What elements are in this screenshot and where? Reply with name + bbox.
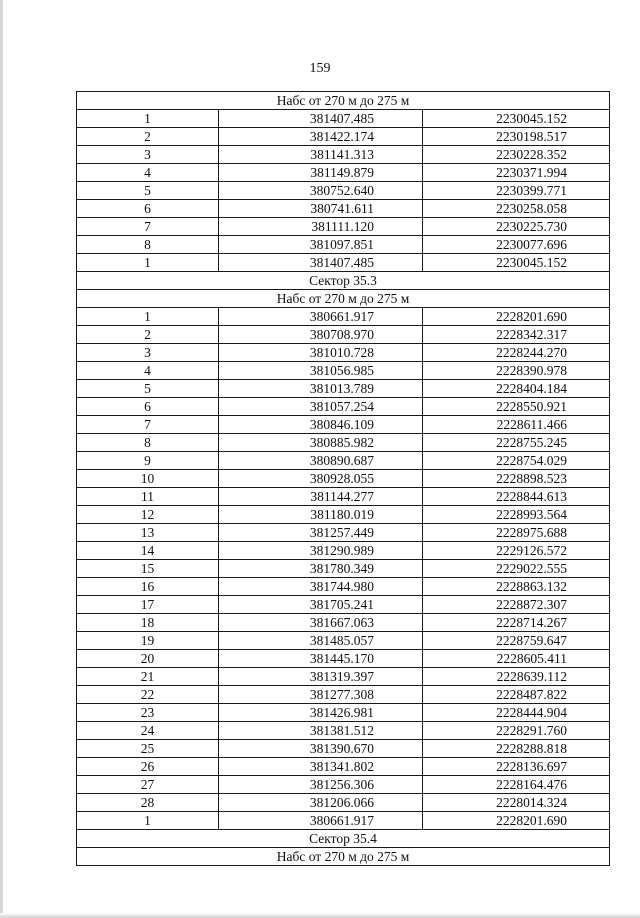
table-row (77, 524, 610, 542)
y-coordinate-cell: 2228975.688 (423, 524, 610, 542)
x-coordinate-cell: 381426.981 (219, 704, 423, 722)
table-row (77, 686, 610, 704)
point-number-cell: 17 (77, 596, 219, 614)
section-header-row (77, 92, 610, 110)
table-row (77, 164, 610, 182)
y-coordinate-cell: 2228487.822 (423, 686, 610, 704)
y-coordinate-cell: 2230045.152 (423, 110, 610, 128)
y-coordinate-cell: 2228291.760 (423, 722, 610, 740)
y-coordinate-cell: 2230371.994 (423, 164, 610, 182)
y-coordinate-cell: 2228404.184 (423, 380, 610, 398)
x-coordinate-cell: 381097.851 (219, 236, 423, 254)
point-number-cell: 1 (77, 110, 219, 128)
point-number-cell: 27 (77, 776, 219, 794)
section-header-row (77, 290, 610, 308)
y-coordinate-cell: 2229126.572 (423, 542, 610, 560)
point-number-cell: 7 (77, 218, 219, 236)
point-number-cell: 6 (77, 398, 219, 416)
y-coordinate-cell: 2230198.517 (423, 128, 610, 146)
y-coordinate-cell: 2228872.307 (423, 596, 610, 614)
point-number-cell: 19 (77, 632, 219, 650)
table-row (77, 200, 610, 218)
table-row (77, 128, 610, 146)
table-row (77, 344, 610, 362)
y-coordinate-cell: 2228014.324 (423, 794, 610, 812)
point-number-cell: 20 (77, 650, 219, 668)
table-row (77, 236, 610, 254)
x-coordinate-cell: 381780.349 (219, 560, 423, 578)
table-row (77, 110, 610, 128)
x-coordinate-cell: 381256.306 (219, 776, 423, 794)
point-number-cell: 24 (77, 722, 219, 740)
height-range-title: Набс от 270 м до 275 м (77, 848, 610, 866)
x-coordinate-cell: 381180.019 (219, 506, 423, 524)
table-row (77, 488, 610, 506)
y-coordinate-cell: 2228759.647 (423, 632, 610, 650)
table-row (77, 506, 610, 524)
y-coordinate-cell: 2228201.690 (423, 812, 610, 830)
point-number-cell: 8 (77, 434, 219, 452)
table-row (77, 560, 610, 578)
y-coordinate-cell: 2228993.564 (423, 506, 610, 524)
y-coordinate-cell: 2228201.690 (423, 308, 610, 326)
x-coordinate-cell: 381206.066 (219, 794, 423, 812)
x-coordinate-cell: 381277.308 (219, 686, 423, 704)
x-coordinate-cell: 381290.989 (219, 542, 423, 560)
x-coordinate-cell: 381705.241 (219, 596, 423, 614)
point-number-cell: 1 (77, 308, 219, 326)
y-coordinate-cell: 2230258.058 (423, 200, 610, 218)
point-number-cell: 13 (77, 524, 219, 542)
height-range-title: Набс от 270 м до 275 м (77, 290, 610, 308)
x-coordinate-cell: 381744.980 (219, 578, 423, 596)
coordinates-table (76, 91, 610, 866)
y-coordinate-cell: 2229022.555 (423, 560, 610, 578)
table-row (77, 740, 610, 758)
y-coordinate-cell: 2230077.696 (423, 236, 610, 254)
y-coordinate-cell: 2228244.270 (423, 344, 610, 362)
x-coordinate-cell: 380890.687 (219, 452, 423, 470)
point-number-cell: 12 (77, 506, 219, 524)
x-coordinate-cell: 380661.917 (219, 812, 423, 830)
x-coordinate-cell: 380885.982 (219, 434, 423, 452)
scan-edge-bottom (0, 913, 640, 918)
table-row (77, 146, 610, 164)
table-row (77, 650, 610, 668)
x-coordinate-cell: 380928.055 (219, 470, 423, 488)
y-coordinate-cell: 2228755.245 (423, 434, 610, 452)
x-coordinate-cell: 381111.120 (219, 218, 423, 236)
x-coordinate-cell: 381056.985 (219, 362, 423, 380)
x-coordinate-cell: 381445.170 (219, 650, 423, 668)
x-coordinate-cell: 381407.485 (219, 110, 423, 128)
point-number-cell: 25 (77, 740, 219, 758)
table-row (77, 668, 610, 686)
y-coordinate-cell: 2228136.697 (423, 758, 610, 776)
point-number-cell: 3 (77, 146, 219, 164)
y-coordinate-cell: 2228342.317 (423, 326, 610, 344)
x-coordinate-cell: 381057.254 (219, 398, 423, 416)
y-coordinate-cell: 2228550.921 (423, 398, 610, 416)
y-coordinate-cell: 2228754.029 (423, 452, 610, 470)
x-coordinate-cell: 380741.611 (219, 200, 423, 218)
y-coordinate-cell: 2228605.411 (423, 650, 610, 668)
x-coordinate-cell: 381257.449 (219, 524, 423, 542)
table-row (77, 542, 610, 560)
table-row (77, 416, 610, 434)
table-row (77, 470, 610, 488)
table-row (77, 704, 610, 722)
x-coordinate-cell: 381390.670 (219, 740, 423, 758)
x-coordinate-cell: 381013.789 (219, 380, 423, 398)
x-coordinate-cell: 380661.917 (219, 308, 423, 326)
point-number-cell: 10 (77, 470, 219, 488)
y-coordinate-cell: 2228639.112 (423, 668, 610, 686)
x-coordinate-cell: 381319.397 (219, 668, 423, 686)
y-coordinate-cell: 2230225.730 (423, 218, 610, 236)
y-coordinate-cell: 2230228.352 (423, 146, 610, 164)
point-number-cell: 28 (77, 794, 219, 812)
y-coordinate-cell: 2228164.476 (423, 776, 610, 794)
table-row (77, 596, 610, 614)
point-number-cell: 18 (77, 614, 219, 632)
scan-edge-left (0, 0, 3, 918)
y-coordinate-cell: 2228714.267 (423, 614, 610, 632)
y-coordinate-cell: 2228288.818 (423, 740, 610, 758)
point-number-cell: 15 (77, 560, 219, 578)
point-number-cell: 3 (77, 344, 219, 362)
table-row (77, 218, 610, 236)
point-number-cell: 16 (77, 578, 219, 596)
table-row (77, 182, 610, 200)
y-coordinate-cell: 2230045.152 (423, 254, 610, 272)
x-coordinate-cell: 381485.057 (219, 632, 423, 650)
table-row (77, 434, 610, 452)
point-number-cell: 5 (77, 182, 219, 200)
point-number-cell: 7 (77, 416, 219, 434)
coordinates-table-body (77, 92, 610, 866)
y-coordinate-cell: 2228863.132 (423, 578, 610, 596)
y-coordinate-cell: 2228390.978 (423, 362, 610, 380)
point-number-cell: 4 (77, 164, 219, 182)
point-number-cell: 9 (77, 452, 219, 470)
point-number-cell: 11 (77, 488, 219, 506)
x-coordinate-cell: 381667.063 (219, 614, 423, 632)
x-coordinate-cell: 381144.277 (219, 488, 423, 506)
table-row (77, 452, 610, 470)
table-row (77, 722, 610, 740)
y-coordinate-cell: 2228898.523 (423, 470, 610, 488)
point-number-cell: 8 (77, 236, 219, 254)
x-coordinate-cell: 381141.313 (219, 146, 423, 164)
x-coordinate-cell: 381381.512 (219, 722, 423, 740)
y-coordinate-cell: 2230399.771 (423, 182, 610, 200)
table-row (77, 794, 610, 812)
point-number-cell: 1 (77, 812, 219, 830)
table-row (77, 254, 610, 272)
point-number-cell: 21 (77, 668, 219, 686)
table-row (77, 398, 610, 416)
point-number-cell: 6 (77, 200, 219, 218)
table-row (77, 812, 610, 830)
table-row (77, 776, 610, 794)
height-range-title: Набс от 270 м до 275 м (77, 92, 610, 110)
table-row (77, 326, 610, 344)
table-row (77, 380, 610, 398)
point-number-cell: 2 (77, 128, 219, 146)
x-coordinate-cell: 380752.640 (219, 182, 423, 200)
table-row (77, 758, 610, 776)
x-coordinate-cell: 381149.879 (219, 164, 423, 182)
point-number-cell: 23 (77, 704, 219, 722)
x-coordinate-cell: 381422.174 (219, 128, 423, 146)
table-row (77, 632, 610, 650)
table-row (77, 308, 610, 326)
x-coordinate-cell: 381341.802 (219, 758, 423, 776)
x-coordinate-cell: 381407.485 (219, 254, 423, 272)
sector-title: Сектор 35.4 (77, 830, 610, 848)
table-row (77, 362, 610, 380)
page-number: 159 (309, 61, 331, 76)
x-coordinate-cell: 381010.728 (219, 344, 423, 362)
point-number-cell: 14 (77, 542, 219, 560)
section-header-row (77, 830, 610, 848)
point-number-cell: 5 (77, 380, 219, 398)
y-coordinate-cell: 2228844.613 (423, 488, 610, 506)
point-number-cell: 2 (77, 326, 219, 344)
table-row (77, 614, 610, 632)
point-number-cell: 22 (77, 686, 219, 704)
sector-title: Сектор 35.3 (77, 272, 610, 290)
x-coordinate-cell: 380846.109 (219, 416, 423, 434)
point-number-cell: 4 (77, 362, 219, 380)
table-row (77, 578, 610, 596)
point-number-cell: 1 (77, 254, 219, 272)
x-coordinate-cell: 380708.970 (219, 326, 423, 344)
y-coordinate-cell: 2228444.904 (423, 704, 610, 722)
section-header-row (77, 272, 610, 290)
y-coordinate-cell: 2228611.466 (423, 416, 610, 434)
point-number-cell: 26 (77, 758, 219, 776)
section-header-row (77, 848, 610, 866)
